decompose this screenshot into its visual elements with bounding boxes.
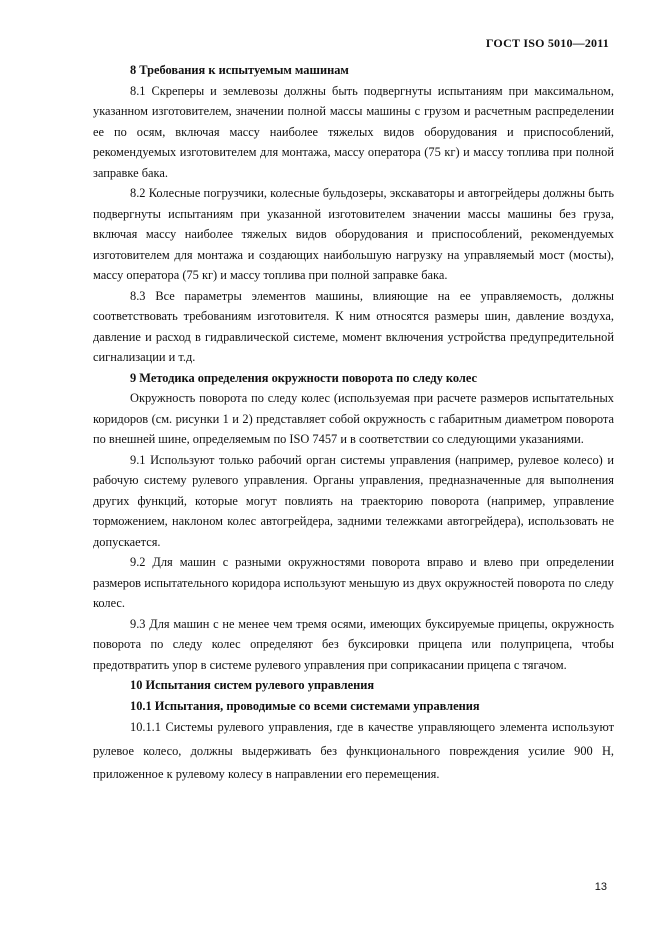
paragraph-10-1-1: 10.1.1 Системы рулевого управления, где в качестве управляющего элемента используют рулевое колесо, должны выдерживать без функционального повреждения усилие 900 Н, приложенное к рулевому колесу в направлении его перемещения. [93,720,614,781]
paragraph-9-2: 9.2 Для машин с разными окружностями поворота вправо и влево при определении размеров испытательного коридора используют меньшую из двух окружностей поворота по следу колес. [93,555,614,610]
paragraph-9-intro: Окружность поворота по следу колес (используемая при расчете размеров испытательных коридоров (см. рисунки 1 и 2) представляет собой окружность с габаритным диаметром поворота по внешней шине, определяемым по ISO 7457 и в соответствии со следующими указаниями. [93,391,614,446]
paragraph-9-3: 9.3 Для машин с не менее чем тремя осями, имеющих буксируемые прицепы, окружность поворота по следу колес определяют без буксировки прицепа или полуприцепа, чтобы предотвратить упор в системе рулевого управления при соприкасании прицепа с тягачом. [93,616,614,672]
document-code: ГОСТ ISO 5010—2011 [485,36,609,50]
paragraph-8-3: 8.3 Все параметры элементов машины, влияющие на ее управляемость, должны соответствовать требованиям изготовителя. К ним относятся размеры шин, давление воздуха, давление и расход в гидравлической системе, момент включения устройства предупредительной сигнализации и т.д. [93,288,614,364]
paragraph-9-1: 9.1 Используют только рабочий орган системы управления (например, рулевое колесо) и рабочую систему рулевого управления. Органы управления, предназначенные для выполнения других функций, которые могут повлиять на траекторию поворота (например, управление торможением, наклоном колес автогрейдера, задними тележками автогрейдера), использовать не допускается. [93,452,614,549]
section-9-heading: 9 Методика определения окружности поворота по следу колес [130,370,478,385]
section-8-heading: 8 Требования к испытуемым машинам [130,63,349,77]
subsection-10-1-heading: 10.1 Испытания, проводимые со всеми системами управления [130,698,480,713]
section-10-heading: 10 Испытания систем рулевого управления [130,678,375,692]
paragraph-8-2: 8.2 Колесные погрузчики, колесные бульдозеры, экскаваторы и автогрейдеры должны быть подвергнуты испытаниям при указанной изготовителем значении массы машины без груза, включая массу наиболее тяжелых видов оборудования и приспособлений, рекомендуемых изготовителем для монтажа и создающих наибольшую нагрузку на управляемый мост (мосты), массу оператора (75 кг) и массу топлива при полной заправке бака. [93,186,614,282]
document-body [93,60,614,787]
page-number: 13 [594,881,607,893]
paragraph-8-1: 8.1 Скреперы и землевозы должны быть подвергнуты испытаниям при максимальном, указанном изготовителем, значении полной массы машины с грузом и расчетным распределении ее по осям, включая массу наиболее тяжелых видов оборудования и приспособлений, рекомендуемых изготовителем для монтажа, массу оператора (75 кг) и массу топлива при полной заправке бака. [93,83,614,180]
